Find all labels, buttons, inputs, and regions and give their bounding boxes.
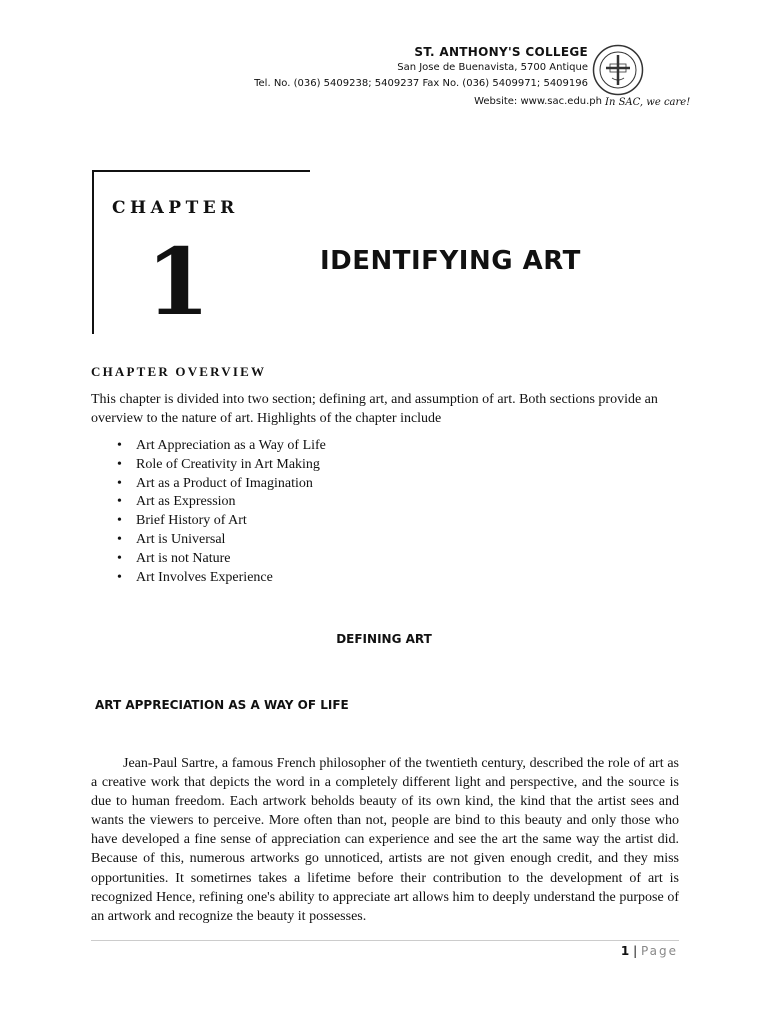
list-item: • Art as Expression — [91, 493, 326, 512]
footer-divider — [91, 940, 679, 941]
list-item: • Art Appreciation as a Way of Life — [91, 437, 326, 456]
page-footer — [621, 944, 678, 958]
page-number: 1 — [620, 944, 630, 958]
page-label: Page — [640, 944, 678, 958]
section-title: DEFINING ART — [336, 632, 432, 646]
college-contact: Tel. No. (036) 5409238; 5409237 Fax No. (036) 5409971; 5409196 — [254, 78, 588, 89]
highlights-list — [91, 437, 326, 587]
chapter-title: IDENTIFYING ART — [320, 246, 581, 276]
body-paragraph: Jean-Paul Sartre, a famous French philosopher of the twentieth century, described the role of art as a creative work that depicts the word in a completely different light and perspective, and the source is due to human freedom. Each artwork beholds beauty of its own kind, the kind that the artist sees and wants the viewers to perceive. More often than not, people are bind to this beauty and only those who have developed a fine sense of appreciation can experience and see the art the same way the artist did. Because of this, numerous artworks go unnoticed, artists are not given enough credit, and they miss opportunities. It sometirnes takes a lifetime before their contribution to the development of art is recognized Hence, refining one's ability to appreciate art allows him to deeply understand the purpose of an artwork and recognize the beauty it possesses. — [91, 756, 679, 924]
subsection-title: ART APPRECIATION AS A WAY OF LIFE — [95, 698, 349, 712]
college-seal-icon — [592, 44, 644, 96]
college-website: Website: www.sac.edu.ph — [474, 96, 602, 107]
letterhead — [254, 44, 588, 92]
overview-heading: CHAPTER OVERVIEW — [91, 364, 267, 379]
chapter-frame-left — [92, 170, 94, 334]
college-name: ST. ANTHONY'S COLLEGE — [414, 45, 588, 59]
college-motto: In SAC, we care! — [605, 97, 691, 108]
list-item: • Brief History of Art — [91, 512, 326, 531]
chapter-label: CHAPTER — [112, 198, 239, 218]
page-separator: | — [633, 944, 638, 958]
list-item: • Art is Universal — [91, 531, 326, 550]
list-item: • Role of Creativity in Art Making — [91, 456, 326, 475]
list-item: • Art is not Nature — [91, 550, 326, 569]
list-item: • Art as a Product of Imagination — [91, 475, 326, 494]
chapter-frame-top — [94, 170, 310, 172]
college-address: San Jose de Buenavista, 5700 Antique — [397, 62, 588, 73]
overview-intro: This chapter is divided into two section; defining art, and assumption of art. Both sections provide an overview to the nature of art. Highlights of the chapter include — [91, 392, 658, 426]
chapter-number: 1 — [146, 228, 211, 336]
list-item: • Art Involves Experience — [91, 569, 326, 588]
